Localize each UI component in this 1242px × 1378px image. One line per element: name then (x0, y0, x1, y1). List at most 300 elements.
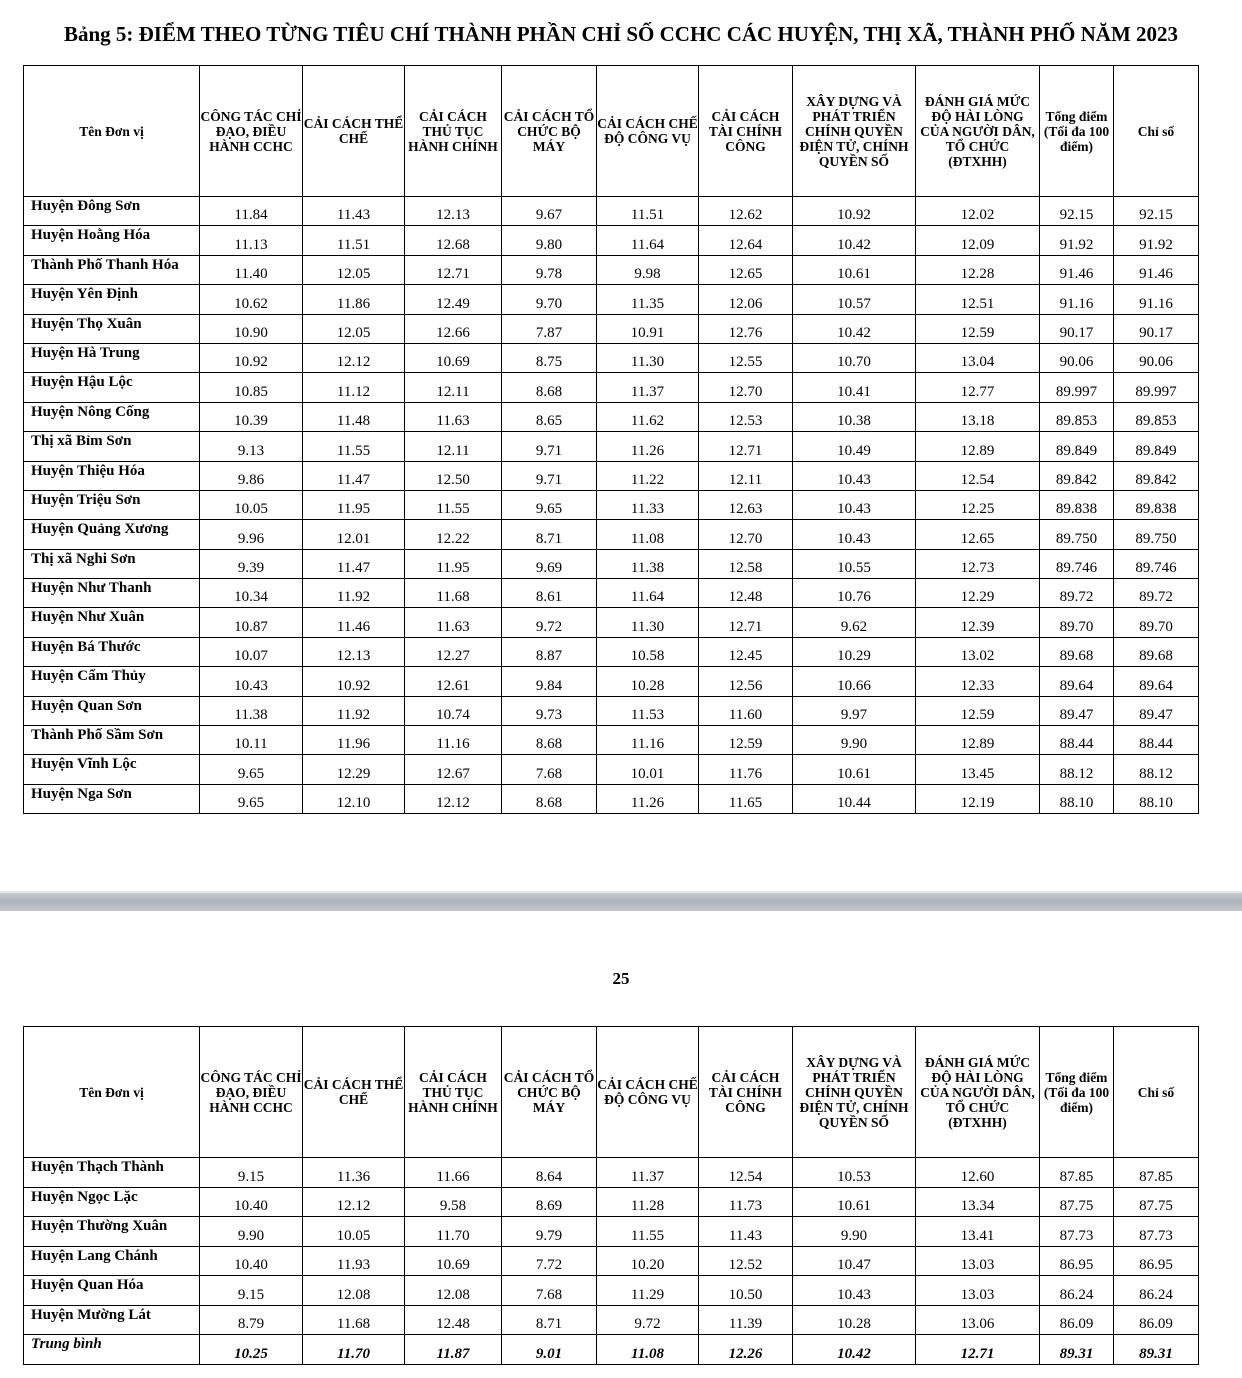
unit-name-cell: Thị xã Bỉm Sơn (24, 432, 200, 461)
score-cell: 12.05 (303, 255, 405, 284)
score-cell: 89.64 (1114, 667, 1199, 696)
score-cell: 10.40 (200, 1246, 303, 1276)
score-cell: 12.89 (916, 726, 1040, 755)
score-cell: 92.15 (1114, 197, 1199, 226)
score-cell: 88.44 (1114, 726, 1199, 755)
score-table-page-2 (23, 1026, 1199, 1365)
header-public-finance-reform: CẢI CÁCH TÀI CHÍNH CÔNG (699, 1027, 793, 1158)
score-cell: 8.79 (200, 1305, 303, 1335)
score-cell: 88.44 (1040, 726, 1114, 755)
score-cell: 11.08 (597, 520, 699, 549)
score-cell: 8.87 (502, 637, 597, 666)
table-row (24, 579, 1199, 608)
score-cell: 10.76 (793, 579, 916, 608)
score-cell: 12.48 (699, 579, 793, 608)
score-cell: 10.05 (200, 490, 303, 519)
score-cell: 11.33 (597, 490, 699, 519)
score-cell: 11.26 (597, 784, 699, 813)
score-cell: 10.42 (793, 1335, 916, 1365)
score-cell: 89.72 (1114, 579, 1199, 608)
unit-name-cell: Huyện Lang Chánh (24, 1246, 200, 1276)
score-cell: 9.84 (502, 667, 597, 696)
score-cell: 10.53 (793, 1158, 916, 1188)
score-cell: 12.73 (916, 549, 1040, 578)
header-civil-service-reform: CẢI CÁCH CHẾ ĐỘ CÔNG VỤ (597, 1027, 699, 1158)
score-cell: 89.997 (1040, 373, 1114, 402)
score-cell: 11.55 (597, 1217, 699, 1247)
score-cell: 12.39 (916, 608, 1040, 637)
score-cell: 11.40 (200, 255, 303, 284)
score-cell: 11.30 (597, 343, 699, 372)
score-cell: 89.68 (1040, 637, 1114, 666)
score-cell: 12.60 (916, 1158, 1040, 1188)
score-cell: 11.08 (597, 1335, 699, 1365)
table-row (24, 637, 1199, 666)
unit-name-cell: Huyện Triệu Sơn (24, 490, 200, 519)
score-cell: 9.72 (597, 1305, 699, 1335)
score-cell: 89.746 (1040, 549, 1114, 578)
score-cell: 9.15 (200, 1276, 303, 1306)
score-cell: 12.27 (405, 637, 502, 666)
score-cell: 8.61 (502, 579, 597, 608)
score-cell: 12.61 (405, 667, 502, 696)
score-cell: 91.16 (1114, 285, 1199, 314)
score-cell: 9.13 (200, 432, 303, 461)
header-direction: CÔNG TÁC CHỈ ĐẠO, ĐIỀU HÀNH CCHC (200, 66, 303, 197)
score-cell: 11.37 (597, 373, 699, 402)
score-cell: 89.838 (1040, 490, 1114, 519)
header-direction: CÔNG TÁC CHỈ ĐẠO, ĐIỀU HÀNH CCHC (200, 1027, 303, 1158)
page-separator (0, 893, 1242, 911)
unit-name-cell: Huyện Nông Cống (24, 402, 200, 431)
score-cell: 12.11 (405, 373, 502, 402)
score-cell: 12.54 (916, 461, 1040, 490)
unit-name-cell: Huyện Cẩm Thủy (24, 667, 200, 696)
score-cell: 12.12 (303, 343, 405, 372)
score-cell: 9.72 (502, 608, 597, 637)
score-cell: 9.86 (200, 461, 303, 490)
score-cell: 12.54 (699, 1158, 793, 1188)
score-cell: 12.12 (303, 1187, 405, 1217)
score-cell: 10.61 (793, 755, 916, 784)
score-cell: 11.86 (303, 285, 405, 314)
score-cell: 11.93 (303, 1246, 405, 1276)
score-cell: 11.66 (405, 1158, 502, 1188)
score-cell: 88.10 (1040, 784, 1114, 813)
score-cell: 11.26 (597, 432, 699, 461)
score-cell: 11.28 (597, 1187, 699, 1217)
score-cell: 10.01 (597, 755, 699, 784)
score-cell: 9.39 (200, 549, 303, 578)
score-cell: 12.29 (303, 755, 405, 784)
score-cell: 11.92 (303, 696, 405, 725)
score-cell: 10.85 (200, 373, 303, 402)
score-cell: 87.75 (1114, 1187, 1199, 1217)
score-cell: 10.43 (793, 490, 916, 519)
score-cell: 11.63 (405, 402, 502, 431)
score-cell: 11.87 (405, 1335, 502, 1365)
table-row (24, 1217, 1199, 1247)
score-cell: 13.41 (916, 1217, 1040, 1247)
score-cell: 11.73 (699, 1187, 793, 1217)
score-cell: 8.71 (502, 520, 597, 549)
score-cell: 12.59 (916, 696, 1040, 725)
unit-name-cell: Huyện Yên Định (24, 285, 200, 314)
score-cell: 89.842 (1040, 461, 1114, 490)
table-row (24, 784, 1199, 813)
score-cell: 89.997 (1114, 373, 1199, 402)
score-cell: 10.57 (793, 285, 916, 314)
score-cell: 10.25 (200, 1335, 303, 1365)
score-cell: 10.40 (200, 1187, 303, 1217)
score-cell: 10.90 (200, 314, 303, 343)
score-cell: 9.69 (502, 549, 597, 578)
score-cell: 90.06 (1114, 343, 1199, 372)
score-cell: 11.76 (699, 755, 793, 784)
score-cell: 89.72 (1040, 579, 1114, 608)
score-cell: 10.49 (793, 432, 916, 461)
table-row (24, 226, 1199, 255)
score-cell: 87.73 (1040, 1217, 1114, 1247)
score-cell: 86.24 (1114, 1276, 1199, 1306)
score-cell: 10.39 (200, 402, 303, 431)
score-cell: 13.06 (916, 1305, 1040, 1335)
score-cell: 11.51 (597, 197, 699, 226)
score-cell: 11.55 (303, 432, 405, 461)
score-cell: 8.75 (502, 343, 597, 372)
score-cell: 12.06 (699, 285, 793, 314)
table-row (24, 696, 1199, 725)
score-cell: 12.11 (699, 461, 793, 490)
header-apparatus-reform: CẢI CÁCH TỔ CHỨC BỘ MÁY (502, 1027, 597, 1158)
table-row (24, 343, 1199, 372)
score-cell: 10.92 (793, 197, 916, 226)
table-row (24, 549, 1199, 578)
score-cell: 12.59 (916, 314, 1040, 343)
score-cell: 12.50 (405, 461, 502, 490)
score-cell: 12.77 (916, 373, 1040, 402)
score-cell: 89.31 (1114, 1335, 1199, 1365)
score-cell: 9.73 (502, 696, 597, 725)
score-cell: 9.97 (793, 696, 916, 725)
score-cell: 11.95 (405, 549, 502, 578)
score-cell: 13.03 (916, 1246, 1040, 1276)
score-cell: 12.68 (405, 226, 502, 255)
score-cell: 11.39 (699, 1305, 793, 1335)
score-cell: 88.12 (1040, 755, 1114, 784)
score-cell: 10.44 (793, 784, 916, 813)
score-cell: 11.96 (303, 726, 405, 755)
score-cell: 11.43 (699, 1217, 793, 1247)
score-cell: 12.66 (405, 314, 502, 343)
score-cell: 10.11 (200, 726, 303, 755)
score-cell: 12.25 (916, 490, 1040, 519)
score-cell: 89.47 (1114, 696, 1199, 725)
score-cell: 10.66 (793, 667, 916, 696)
table-row (24, 461, 1199, 490)
score-cell: 12.51 (916, 285, 1040, 314)
unit-name-cell: Huyện Quan Hóa (24, 1276, 200, 1306)
score-cell: 12.65 (699, 255, 793, 284)
score-cell: 10.69 (405, 1246, 502, 1276)
unit-name-cell: Thành Phố Sầm Sơn (24, 726, 200, 755)
score-cell: 12.11 (405, 432, 502, 461)
score-cell: 87.75 (1040, 1187, 1114, 1217)
score-cell: 11.63 (405, 608, 502, 637)
score-cell: 12.71 (699, 608, 793, 637)
score-cell: 10.55 (793, 549, 916, 578)
score-cell: 10.43 (793, 1276, 916, 1306)
score-cell: 11.12 (303, 373, 405, 402)
unit-name-cell: Huyện Đông Sơn (24, 197, 200, 226)
score-cell: 11.70 (405, 1217, 502, 1247)
unit-name-cell: Huyện Thạch Thành (24, 1158, 200, 1188)
score-cell: 11.95 (303, 490, 405, 519)
score-cell: 91.92 (1114, 226, 1199, 255)
score-cell: 9.98 (597, 255, 699, 284)
score-cell: 89.68 (1114, 637, 1199, 666)
score-cell: 12.13 (303, 637, 405, 666)
score-cell: 89.849 (1040, 432, 1114, 461)
table-row (24, 197, 1199, 226)
header-institutional-reform: CẢI CÁCH THỂ CHẾ (303, 66, 405, 197)
header-index: Chỉ số (1114, 1027, 1199, 1158)
score-cell: 13.34 (916, 1187, 1040, 1217)
score-cell: 9.15 (200, 1158, 303, 1188)
score-cell: 10.20 (597, 1246, 699, 1276)
unit-name-cell: Huyện Hậu Lộc (24, 373, 200, 402)
table-row (24, 314, 1199, 343)
score-cell: 11.70 (303, 1335, 405, 1365)
score-cell: 11.62 (597, 402, 699, 431)
score-cell: 10.91 (597, 314, 699, 343)
header-satisfaction: ĐÁNH GIÁ MỨC ĐỘ HÀI LÒNG CỦA NGƯỜI DÂN, TỔ CHỨC (ĐTXHH) (916, 66, 1040, 197)
score-cell: 12.08 (405, 1276, 502, 1306)
header-total-score: Tổng điểm (Tối đa 100 điểm) (1040, 1027, 1114, 1158)
score-cell: 12.59 (699, 726, 793, 755)
score-cell: 11.46 (303, 608, 405, 637)
header-public-finance-reform: CẢI CÁCH TÀI CHÍNH CÔNG (699, 66, 793, 197)
score-table-page-1 (23, 65, 1199, 814)
score-cell: 92.15 (1040, 197, 1114, 226)
header-apparatus-reform: CẢI CÁCH TỔ CHỨC BỘ MÁY (502, 66, 597, 197)
score-cell: 10.43 (793, 461, 916, 490)
score-cell: 89.70 (1040, 608, 1114, 637)
table-row (24, 1305, 1199, 1335)
score-cell: 12.09 (916, 226, 1040, 255)
unit-name-cell: Huyện Nga Sơn (24, 784, 200, 813)
score-cell: 12.65 (916, 520, 1040, 549)
score-cell: 12.28 (916, 255, 1040, 284)
table-row (24, 608, 1199, 637)
score-cell: 11.68 (405, 579, 502, 608)
score-cell: 11.64 (597, 579, 699, 608)
header-satisfaction: ĐÁNH GIÁ MỨC ĐỘ HÀI LÒNG CỦA NGƯỜI DÂN, TỔ CHỨC (ĐTXHH) (916, 1027, 1040, 1158)
score-cell: 13.18 (916, 402, 1040, 431)
unit-name-cell: Huyện Thọ Xuân (24, 314, 200, 343)
table-row (24, 255, 1199, 284)
table-row (24, 1246, 1199, 1276)
score-cell: 7.68 (502, 1276, 597, 1306)
score-cell: 11.51 (303, 226, 405, 255)
table-row (24, 432, 1199, 461)
score-cell: 11.30 (597, 608, 699, 637)
score-cell: 11.65 (699, 784, 793, 813)
average-row (24, 1335, 1199, 1365)
score-cell: 9.65 (502, 490, 597, 519)
score-cell: 10.07 (200, 637, 303, 666)
score-cell: 9.65 (200, 755, 303, 784)
score-cell: 12.56 (699, 667, 793, 696)
header-e-government: XÂY DỰNG VÀ PHÁT TRIỂN CHÍNH QUYỀN ĐIỆN TỬ, CHÍNH QUYỀN SỐ (793, 66, 916, 197)
score-cell: 11.43 (303, 197, 405, 226)
header-total-score: Tổng điểm (Tối đa 100 điểm) (1040, 66, 1114, 197)
score-cell: 86.09 (1040, 1305, 1114, 1335)
score-cell: 11.29 (597, 1276, 699, 1306)
score-cell: 89.746 (1114, 549, 1199, 578)
score-cell: 11.13 (200, 226, 303, 255)
table-row (24, 726, 1199, 755)
score-cell: 10.58 (597, 637, 699, 666)
score-cell: 9.80 (502, 226, 597, 255)
table-header-row (24, 1027, 1199, 1158)
score-cell: 12.48 (405, 1305, 502, 1335)
score-cell: 12.71 (405, 255, 502, 284)
score-cell: 87.85 (1114, 1158, 1199, 1188)
score-cell: 12.55 (699, 343, 793, 372)
unit-name-cell: Huyện Vĩnh Lộc (24, 755, 200, 784)
score-cell: 11.64 (597, 226, 699, 255)
table-row (24, 490, 1199, 519)
score-cell: 11.22 (597, 461, 699, 490)
score-cell: 87.73 (1114, 1217, 1199, 1247)
table-body (24, 197, 1199, 814)
score-cell: 87.85 (1040, 1158, 1114, 1188)
score-cell: 10.74 (405, 696, 502, 725)
unit-name-cell: Huyện Bá Thước (24, 637, 200, 666)
score-cell: 10.29 (793, 637, 916, 666)
score-cell: 12.70 (699, 520, 793, 549)
table-body (24, 1158, 1199, 1365)
score-cell: 90.17 (1114, 314, 1199, 343)
score-cell: 9.90 (793, 726, 916, 755)
score-cell: 11.92 (303, 579, 405, 608)
score-cell: 12.02 (916, 197, 1040, 226)
score-cell: 10.05 (303, 1217, 405, 1247)
table-row (24, 1158, 1199, 1188)
score-cell: 12.12 (405, 784, 502, 813)
header-unit-name: Tên Đơn vị (24, 66, 200, 197)
score-cell: 88.10 (1114, 784, 1199, 813)
score-cell: 12.45 (699, 637, 793, 666)
score-cell: 10.43 (793, 520, 916, 549)
unit-name-cell: Huyện Thường Xuân (24, 1217, 200, 1247)
score-cell: 91.92 (1040, 226, 1114, 255)
header-index: Chỉ số (1114, 66, 1199, 197)
table-row (24, 373, 1199, 402)
score-cell: 9.96 (200, 520, 303, 549)
score-cell: 12.33 (916, 667, 1040, 696)
score-cell: 12.53 (699, 402, 793, 431)
unit-name-cell: Thành Phố Thanh Hóa (24, 255, 200, 284)
score-cell: 8.71 (502, 1305, 597, 1335)
score-cell: 12.52 (699, 1246, 793, 1276)
score-cell: 9.67 (502, 197, 597, 226)
score-cell: 9.78 (502, 255, 597, 284)
unit-name-cell: Huyện Hà Trung (24, 343, 200, 372)
table-header-row (24, 66, 1199, 197)
score-cell: 12.71 (699, 432, 793, 461)
score-cell: 9.71 (502, 461, 597, 490)
score-cell: 89.750 (1114, 520, 1199, 549)
score-cell: 12.19 (916, 784, 1040, 813)
unit-name-cell: Huyện Quan Sơn (24, 696, 200, 725)
score-cell: 12.76 (699, 314, 793, 343)
score-cell: 13.03 (916, 1276, 1040, 1306)
score-cell: 12.64 (699, 226, 793, 255)
score-cell: 89.750 (1040, 520, 1114, 549)
score-cell: 11.47 (303, 549, 405, 578)
score-cell: 11.53 (597, 696, 699, 725)
score-cell: 11.47 (303, 461, 405, 490)
score-cell: 12.63 (699, 490, 793, 519)
score-cell: 89.853 (1114, 402, 1199, 431)
score-cell: 8.69 (502, 1187, 597, 1217)
score-cell: 12.49 (405, 285, 502, 314)
score-cell: 10.42 (793, 314, 916, 343)
score-cell: 10.43 (200, 667, 303, 696)
score-cell: 10.50 (699, 1276, 793, 1306)
score-cell: 9.62 (793, 608, 916, 637)
score-cell: 91.46 (1040, 255, 1114, 284)
score-cell: 9.90 (793, 1217, 916, 1247)
score-cell: 89.849 (1114, 432, 1199, 461)
table-row (24, 402, 1199, 431)
unit-name-cell: Trung bình (24, 1335, 200, 1365)
score-cell: 10.61 (793, 1187, 916, 1217)
score-cell: 11.36 (303, 1158, 405, 1188)
score-cell: 12.05 (303, 314, 405, 343)
score-cell: 8.68 (502, 784, 597, 813)
score-cell: 9.01 (502, 1335, 597, 1365)
score-cell: 86.95 (1040, 1246, 1114, 1276)
score-cell: 11.38 (597, 549, 699, 578)
score-cell: 91.46 (1114, 255, 1199, 284)
unit-name-cell: Huyện Ngọc Lặc (24, 1187, 200, 1217)
score-cell: 8.68 (502, 726, 597, 755)
score-cell: 89.70 (1114, 608, 1199, 637)
score-cell: 12.29 (916, 579, 1040, 608)
unit-name-cell: Thị xã Nghi Sơn (24, 549, 200, 578)
score-cell: 10.87 (200, 608, 303, 637)
score-cell: 11.84 (200, 197, 303, 226)
score-cell: 12.58 (699, 549, 793, 578)
header-unit-name: Tên Đơn vị (24, 1027, 200, 1158)
score-cell: 9.65 (200, 784, 303, 813)
score-cell: 11.55 (405, 490, 502, 519)
score-cell: 86.09 (1114, 1305, 1199, 1335)
table-title: Bảng 5: ĐIỂM THEO TỪNG TIÊU CHÍ THÀNH PHẦN CHỈ SỐ CCHC CÁC HUYỆN, THỊ XÃ, THÀNH PHỐ NĂM 2023 (63, 22, 1179, 46)
table-row (24, 755, 1199, 784)
score-cell: 10.38 (793, 402, 916, 431)
score-cell: 12.13 (405, 197, 502, 226)
table-row (24, 667, 1199, 696)
score-cell: 12.67 (405, 755, 502, 784)
score-cell: 10.61 (793, 255, 916, 284)
score-cell: 9.58 (405, 1187, 502, 1217)
score-cell: 12.08 (303, 1276, 405, 1306)
score-cell: 10.28 (793, 1305, 916, 1335)
